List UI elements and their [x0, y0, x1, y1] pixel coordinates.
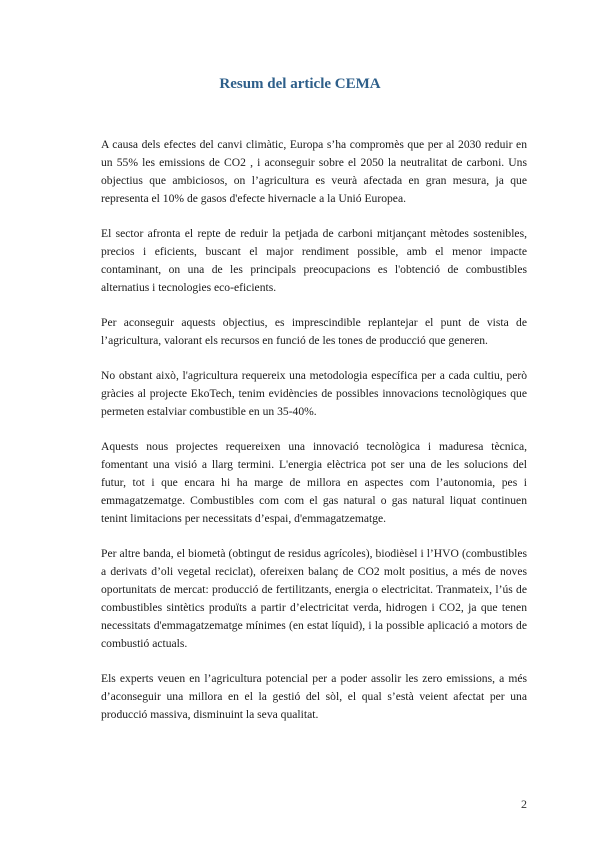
paragraph-6: Per altre banda, el biometà (obtingut de residus agrícoles), biodièsel i l’HVO (combustibles a derivats d’oli vegetal reciclat), ofereixen balanç de CO2 molt positius, a més de noves oportunitats de mercat: producció de fertilitzants, energia o electricitat. Tranmateix, l’ús de combustibles sintètics produïts a partir d’electricitat verda, hidrogen i CO2, ja que tenen necessitats d'emmagatzematge mínimes (en estat líquid), i la possible aplicació a motors de combustió actuals.	[101, 547, 527, 650]
page-number: 2	[521, 797, 527, 811]
paragraph-3: Per aconseguir aquests objectius, es imprescindible replantejar el punt de vista de l’agricultura, valorant els recursos en funció de les tones de producció que generen.	[101, 316, 527, 347]
paragraph-1: A causa dels efectes del canvi climàtic, Europa s’ha compromès que per al 2030 reduir en un 55% les emissions de CO2 , i aconseguir sobre el 2050 la neutralitat de carboni. Uns objectius que ambiciosos, on l’agricultura es veurà afectada en gran mesura, ja que representa el 10% de gasos d'efecte hivernacle a la Unió Europea.	[101, 138, 527, 205]
paragraph-2: El sector afronta el repte de reduir la petjada de carboni mitjançant mètodes sostenibles, precios i eficients, buscant el major rendiment possible, amb el menor impacte contaminant, on una de les principals preocupacions es l'obtenció de combustibles alternatius i tecnologies eco-eficients.	[101, 227, 527, 294]
paragraph-7: Els experts veuen en l’agricultura potencial per a poder assolir les zero emissions, a més d’aconseguir una millora en el la gestió del sòl, el qual s’està veient afectat per una producció massiva, disminuint la seva qualitat.	[101, 672, 527, 721]
paragraph-5: Aquests nous projectes requereixen una innovació tecnològica i maduresa tècnica, fomentant una visió a llarg termini. L'energia elèctrica pot ser una de les solucions del futur, tot i que encara hi ha marge de millora en aspectes com l’autonomia, pes i emmagatzematge. Combustibles com com el gas natural o gas natural liquat continuen tenint limitacions per necessitats d’espai, d'emmagatzematge.	[101, 440, 527, 525]
body-text	[101, 136, 527, 741]
paragraph-4: No obstant això, l'agricultura requereix una metodologia específica per a cada cultiu, però gràcies al projecte EkoTech, tenim evidències de possibles innovacions tecnològiques que permeten estalviar combustible en un 35-40%.	[101, 369, 527, 418]
page-title: Resum del article CEMA	[219, 76, 381, 92]
